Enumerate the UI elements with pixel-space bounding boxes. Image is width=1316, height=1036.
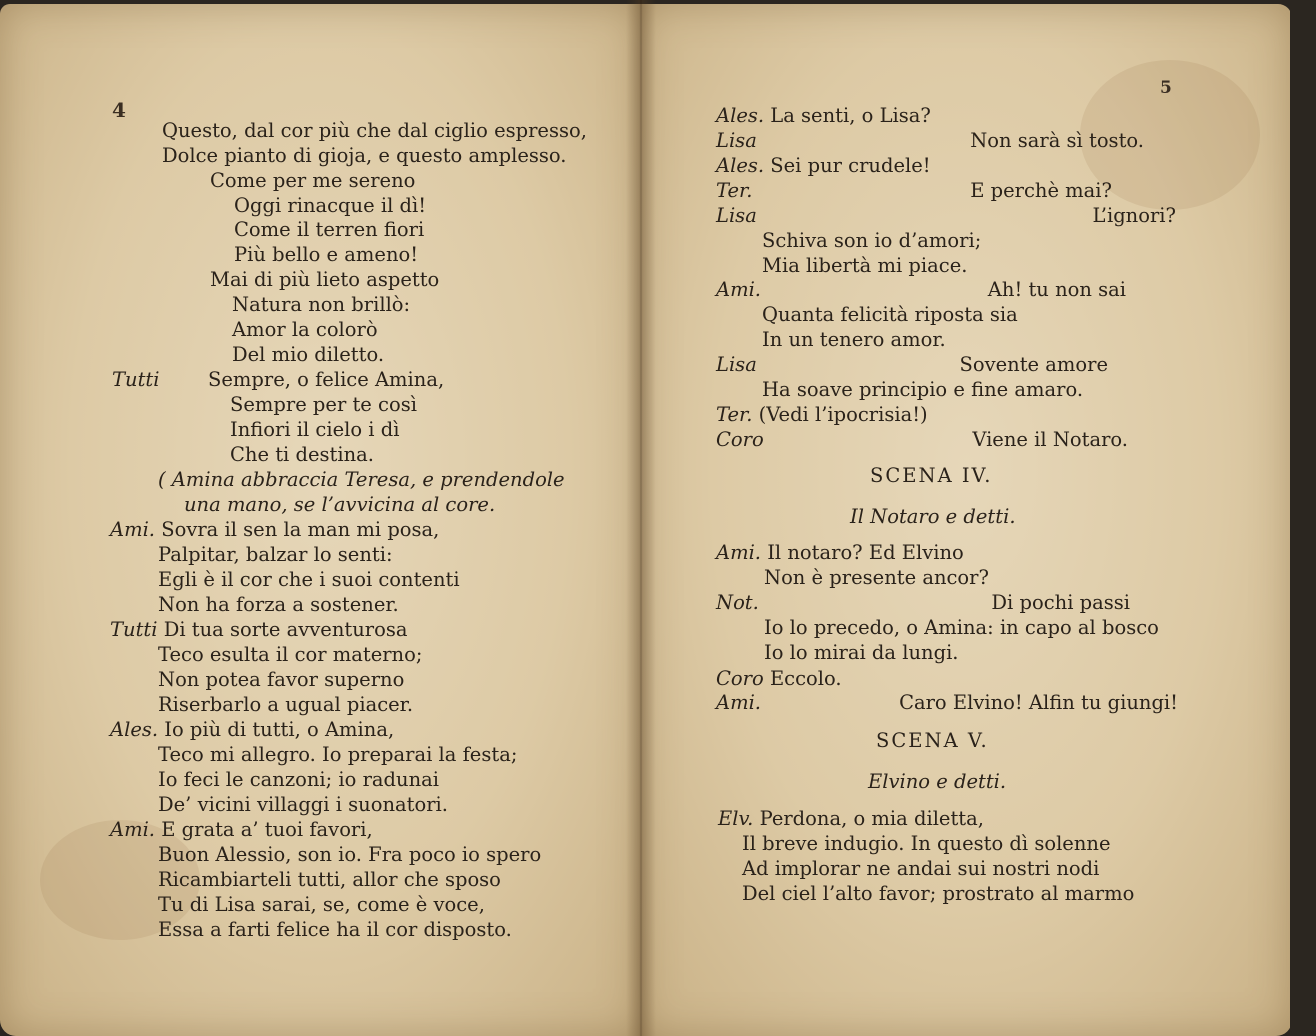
scene-heading: SCENA V.	[876, 729, 989, 752]
verse-line: Più bello e ameno!	[234, 243, 419, 266]
verse-line: Del ciel l’alto favor; prostrato al marmo	[742, 882, 1135, 905]
verse-line: Tutti Di tua sorte avventurosa	[110, 618, 408, 641]
speaker-label: Coro	[716, 667, 764, 690]
verse-line: Ami. Sovra il sen la man mi posa,	[110, 518, 440, 541]
speaker-label: Ales.	[716, 154, 765, 177]
verse-line: Schiva son io d’amori;	[762, 229, 982, 252]
verse-line: In un tenero amor.	[762, 328, 946, 351]
verse-line: Ami. Caro Elvino! Alfin tu giungi!	[716, 691, 1178, 714]
verse-line: Non ha forza a sostener.	[158, 593, 399, 616]
verse-line: Teco mi allegro. Io preparai la festa;	[158, 743, 518, 766]
speaker-label: Ami.	[716, 278, 762, 301]
speaker-label: Elv.	[718, 807, 754, 830]
verse-line: Oggi rinacque il dì!	[234, 194, 427, 217]
speaker-label: Ami.	[716, 541, 762, 564]
verse-line: Io feci le canzoni; io radunai	[158, 768, 439, 791]
stage-direction: ( Amina abbraccia Teresa, e prendendole	[158, 468, 565, 491]
book-gutter	[626, 0, 656, 1036]
verse-line: Ad implorar ne andai sui nostri nodi	[742, 857, 1100, 880]
verse-line: Lisa Sovente amore	[716, 353, 1108, 376]
verse-line: Quanta felicità riposta sia	[762, 303, 1018, 326]
verse-line: Che ti destina.	[230, 443, 374, 466]
speaker-label: Lisa	[716, 129, 757, 152]
speaker-label: Ami.	[110, 818, 156, 841]
verse-line: Tutti Sempre, o felice Amina,	[112, 368, 445, 391]
verse-line: Ter. E perchè mai?	[716, 179, 1112, 202]
scene-heading: SCENA IV.	[870, 464, 993, 487]
verse-line: Buon Alessio, son io. Fra poco io spero	[158, 843, 542, 866]
verse-line: Ami. E grata a’ tuoi favori,	[110, 818, 373, 841]
verse-line: Io lo precedo, o Amina: in capo al bosco	[764, 616, 1159, 639]
verse-line: Lisa Non sarà sì tosto.	[716, 129, 1144, 152]
scene-subtitle: Elvino e detti.	[868, 770, 1007, 793]
page-edge	[1290, 0, 1316, 1036]
verse-line: Egli è il cor che i suoi contenti	[158, 568, 460, 591]
verse-line: Lisa L’ignori?	[716, 204, 1176, 227]
verse-line: Coro Viene il Notaro.	[716, 428, 1128, 451]
speaker-label: Ter.	[716, 179, 753, 202]
verse-line: Ales. Io più di tutti, o Amina,	[110, 718, 395, 741]
verse-line: Ha soave principio e fine amaro.	[762, 378, 1084, 401]
verse-line: Io lo mirai da lungi.	[764, 641, 959, 664]
verse-line: Infiori il cielo i dì	[230, 418, 400, 441]
verse-line: Essa a farti felice ha il cor disposto.	[158, 918, 512, 941]
speaker-label: Lisa	[716, 353, 757, 376]
verse-line: Del mio diletto.	[232, 343, 385, 366]
verse-line: Ter. (Vedi l’ipocrisia!)	[716, 403, 928, 426]
verse-line: Il breve indugio. In questo dì solenne	[742, 832, 1111, 855]
verse-line: Natura non brillò:	[232, 293, 411, 316]
verse-line: Teco esulta il cor materno;	[158, 643, 423, 666]
verse-line: Non è presente ancor?	[764, 566, 989, 589]
verse-line: Non potea favor superno	[158, 668, 405, 691]
verse-line: Palpitar, balzar lo senti:	[158, 543, 393, 566]
verse-line: Mia libertà mi piace.	[762, 254, 968, 277]
scene-subtitle: Il Notaro e detti.	[850, 505, 1016, 528]
verse-line: De’ vicini villaggi i suonatori.	[158, 793, 448, 816]
verse-line: Come per me sereno	[210, 169, 416, 192]
verse-line: Dolce pianto di gioja, e questo amplesso.	[162, 144, 567, 167]
speaker-label: Lisa	[716, 204, 757, 227]
verse-line: Ami. Il notaro? Ed Elvino	[716, 541, 964, 564]
speaker-label: Ales.	[716, 104, 765, 127]
speaker-label: Not.	[716, 591, 759, 614]
verse-line: Coro Eccolo.	[716, 667, 842, 690]
page-number-right: 5	[1160, 78, 1172, 98]
verse-line: Ricambiarteli tutti, allor che sposo	[158, 868, 501, 891]
verse-line: Questo, dal cor più che dal ciglio espresso,	[162, 119, 587, 142]
page-number-left: 4	[112, 98, 126, 122]
verse-line: Sempre per te così	[230, 393, 417, 416]
verse-line: Mai di più lieto aspetto	[210, 268, 440, 291]
verse-line: Not. Di pochi passi	[716, 591, 1130, 614]
verse-line: Come il terren fiori	[234, 218, 425, 241]
speaker-label: Ami.	[110, 518, 156, 541]
verse-line: Elv. Perdona, o mia diletta,	[718, 807, 984, 830]
stage-direction: una mano, se l’avvicina al core.	[184, 493, 496, 516]
verse-line: Tu di Lisa sarai, se, come è voce,	[158, 893, 485, 916]
speaker-label: Ter.	[716, 403, 753, 426]
verse-line: Riserbarlo a ugual piacer.	[158, 693, 414, 716]
speaker-label: Ales.	[110, 718, 159, 741]
speaker-label: Tutti	[112, 368, 160, 391]
verse-line: Amor la colorò	[232, 318, 378, 341]
speaker-label: Coro	[716, 428, 764, 451]
verse-line: Ami. Ah! tu non sai	[716, 278, 1126, 301]
verse-line: Ales. La senti, o Lisa?	[716, 104, 931, 127]
verse-line: Ales. Sei pur crudele!	[716, 154, 931, 177]
speaker-label: Tutti	[110, 618, 158, 641]
speaker-label: Ami.	[716, 691, 762, 714]
